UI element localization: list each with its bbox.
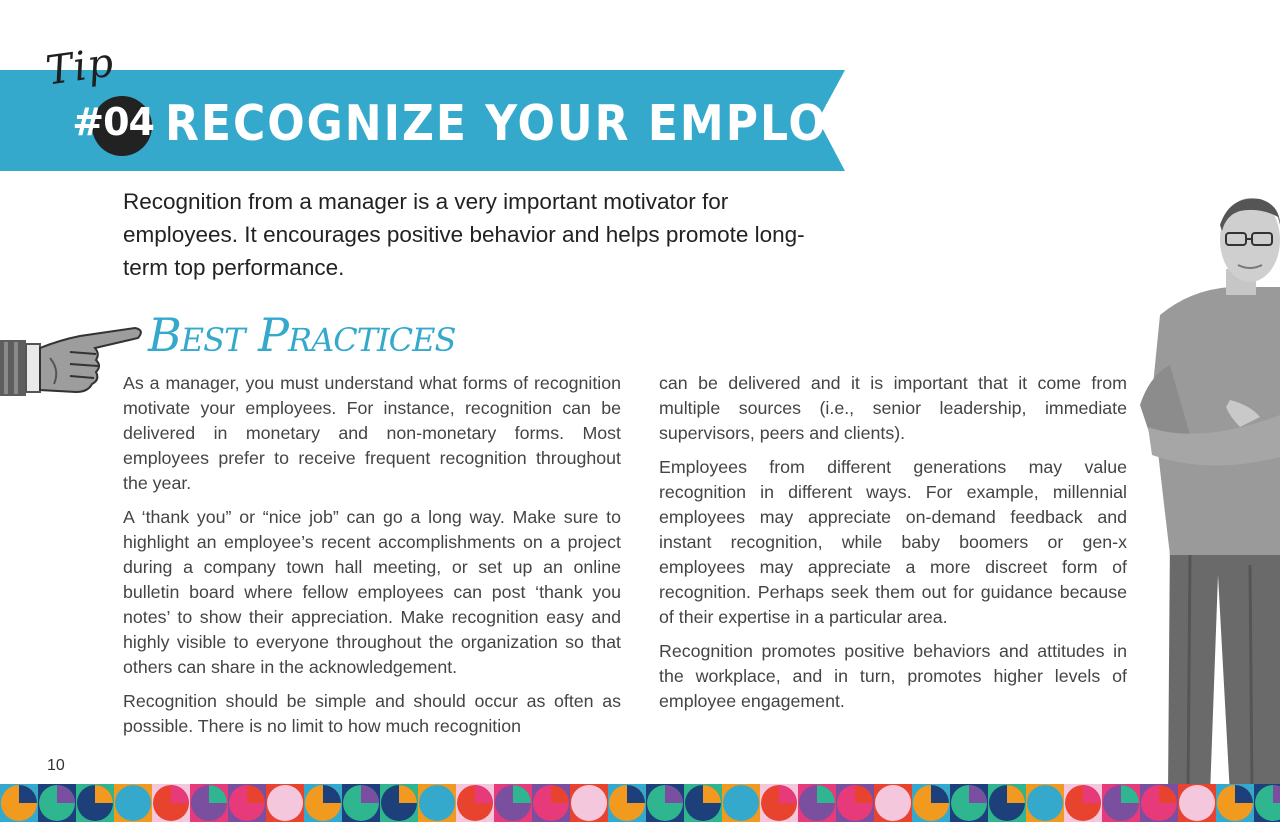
section-title: Best Practices bbox=[148, 308, 456, 362]
page-title: RECOGNIZE YOUR EMPLOYEES bbox=[165, 95, 958, 153]
tip-number-badge bbox=[58, 96, 154, 154]
colorful-circle-pattern bbox=[0, 784, 1280, 822]
page-number: 10 bbox=[47, 757, 65, 774]
body-paragraph: Recognition promotes positive behaviors and attitudes in the workplace, and in turn, promotes higher levels of employee engagement. bbox=[659, 641, 1127, 711]
body-paragraph: As a manager, you must understand what forms of recognition motivate your employees. For instance, recognition can be delivered in monetary and non-monetary forms. Most employees prefer to receive frequent recognition throughout the year. bbox=[123, 373, 621, 493]
body-paragraph: Recognition should be simple and should occur as often as possible. There is no limit to how much recognition bbox=[123, 691, 621, 736]
body-paragraph: can be delivered and it is important that it come from multiple sources (i.e., senior leadership, immediate supervisors, peers and clients). bbox=[659, 373, 1127, 443]
tip-label: Tip bbox=[43, 39, 117, 95]
right-column bbox=[659, 371, 1127, 723]
body-paragraph: A ‘thank you” or “nice job” can go a long way. Make sure to highlight an employee’s recent accomplishments on a project during a company town hall meeting, or set up an online bulletin board where fellow employees can post ‘thank you notes’ to show their appreciation. Make recognition easy and highly visible to everyone throughout the organization so that others can share in the acknowledgement. bbox=[123, 507, 621, 677]
tip-number: #04 bbox=[72, 100, 154, 144]
man-arms-crossed-photo bbox=[1130, 195, 1280, 795]
left-column bbox=[123, 371, 621, 748]
intro-paragraph: Recognition from a manager is a very important motivator for employees. It encourages positive behavior and helps promote long-term top performance. bbox=[123, 189, 805, 280]
pattern-quarter bbox=[1273, 785, 1280, 803]
body-paragraph: Employees from different generations may value recognition in different ways. For example, millennial employees may appreciate on-demand feedback and instant recognition, while baby boomers or gen-x employees may appreciate a more discreet form of recognition. Perhaps seek them out for guidance because of their expertise in a particular area. bbox=[659, 457, 1127, 627]
